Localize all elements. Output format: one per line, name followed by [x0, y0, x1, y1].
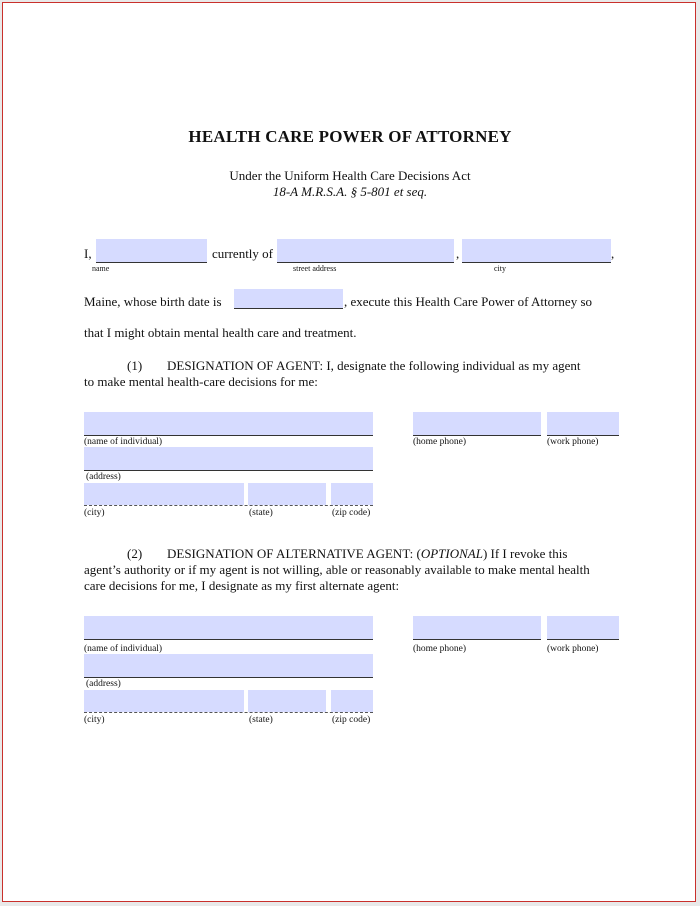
agent-name-field[interactable]	[84, 412, 373, 436]
label-agent-home-phone: (home phone)	[413, 437, 467, 447]
alt-agent-city-line	[84, 712, 373, 713]
label-agent-state: (state)	[249, 508, 273, 518]
label-agent-address: (address)	[86, 472, 121, 482]
city-field[interactable]	[462, 239, 611, 263]
label-alt-agent-zip: (zip code)	[332, 715, 371, 725]
label-alt-agent-address: (address)	[86, 679, 121, 689]
intro-comma-1: ,	[456, 246, 460, 261]
document-title: HEALTH CARE POWER OF ATTORNEY	[188, 127, 512, 146]
statute-citation: 18-A M.R.S.A. § 5-801 et seq.	[272, 184, 428, 199]
alt-agent-state-field[interactable]	[248, 690, 326, 712]
intro-purpose-text: that I might obtain mental health care and treatment.	[84, 325, 357, 340]
section2-heading	[167, 546, 567, 562]
label-agent-name: (name of individual)	[84, 437, 163, 447]
principal-name-field[interactable]	[96, 239, 207, 263]
agent-zip-field[interactable]	[331, 483, 373, 505]
section1-heading-cont: to make mental health-care decisions for me:	[84, 374, 318, 389]
section2-line3: care decisions for me, I designate as my first alternate agent:	[84, 578, 400, 593]
document-subtitle: Under the Uniform Health Care Decisions Act	[229, 168, 471, 183]
label-name: name	[92, 264, 110, 273]
street-address-field[interactable]	[277, 239, 454, 263]
label-alt-agent-name: (name of individual)	[84, 644, 163, 654]
section2-line2: agent’s authority or if my agent is not willing, able or reasonably available to make mental health	[84, 562, 590, 577]
section2-number: (2)	[127, 546, 143, 561]
intro-i: I,	[84, 246, 92, 261]
label-street-address: street address	[293, 264, 337, 273]
section2-heading-start: DESIGNATION OF ALTERNATIVE AGENT: (	[167, 546, 421, 561]
agent-work-phone-field[interactable]	[547, 412, 619, 436]
document-page	[2, 2, 696, 902]
intro-birthdate-text: Maine, whose birth date is	[84, 294, 222, 309]
alt-agent-work-phone-field[interactable]	[547, 616, 619, 640]
alt-agent-address-field[interactable]	[84, 654, 373, 678]
label-alt-agent-work-phone: (work phone)	[547, 644, 599, 654]
alt-agent-name-field[interactable]	[84, 616, 373, 640]
birth-date-field[interactable]	[234, 289, 343, 309]
label-alt-agent-home-phone: (home phone)	[413, 644, 467, 654]
alt-agent-city-field[interactable]	[84, 690, 244, 712]
agent-address-field[interactable]	[84, 447, 373, 471]
label-city: city	[494, 264, 506, 273]
alt-agent-home-phone-field[interactable]	[413, 616, 541, 640]
label-agent-zip: (zip code)	[332, 508, 371, 518]
section1-heading: DESIGNATION OF AGENT: I, designate the following individual as my agent	[167, 358, 581, 373]
alt-agent-zip-field[interactable]	[331, 690, 373, 712]
intro-currently-of: currently of	[212, 246, 274, 261]
section2-heading-end: ) If I revoke this	[482, 546, 568, 561]
agent-city-line	[84, 505, 373, 506]
section2-optional: OPTIONAL	[420, 546, 483, 561]
agent-home-phone-field[interactable]	[413, 412, 541, 436]
agent-city-field[interactable]	[84, 483, 244, 505]
section1-number: (1)	[127, 358, 143, 373]
label-agent-city: (city)	[84, 508, 105, 518]
intro-execute-text: , execute this Health Care Power of Attorney so	[344, 294, 593, 309]
agent-state-field[interactable]	[248, 483, 326, 505]
label-alt-agent-state: (state)	[249, 715, 273, 725]
label-agent-work-phone: (work phone)	[547, 437, 599, 447]
intro-comma-2: ,	[611, 246, 615, 261]
label-alt-agent-city: (city)	[84, 715, 105, 725]
